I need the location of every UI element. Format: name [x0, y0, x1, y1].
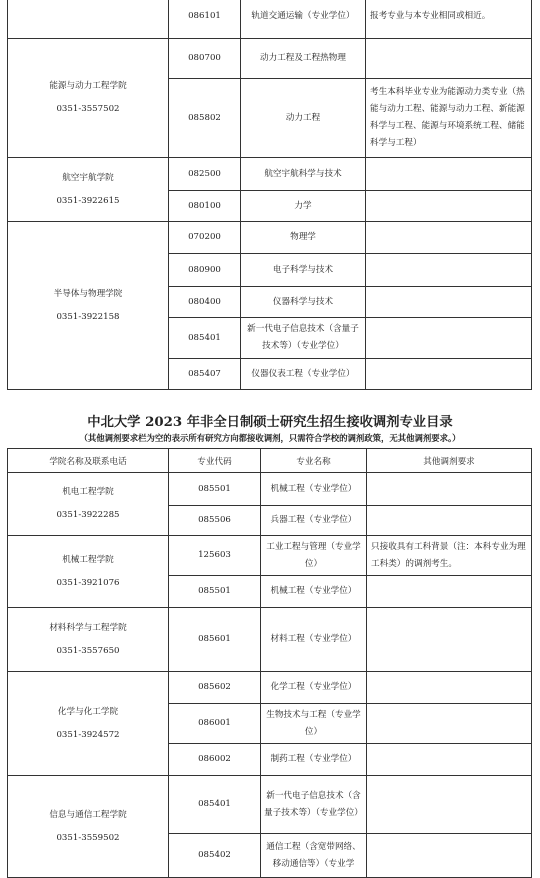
major-code-cell: 085602: [169, 672, 261, 704]
requirement-cell: [367, 744, 532, 776]
lower-table-header: [8, 449, 532, 473]
requirement-cell: [367, 834, 532, 878]
requirement-cell: [367, 608, 532, 672]
college-cell: [8, 158, 169, 222]
major-code-cell: 085802: [169, 79, 241, 158]
college-name: 信息与通信工程学院: [49, 809, 127, 820]
header-requirement: 其他调剂要求: [367, 449, 532, 473]
major-name-cell: 机械工程（专业学位）: [261, 473, 367, 506]
requirement-cell: 考生本科毕业专业为能源动力类专业（热能与动力工程、能源与动力工程、新能源科学与工程、能源与环境系统工程、储能科学与工程）: [366, 79, 532, 158]
college-name: 材料科学与工程学院: [49, 622, 127, 633]
table-row: [8, 672, 532, 704]
college-phone: 0351-3559502: [56, 832, 120, 843]
major-code-cell: 085506: [169, 506, 261, 536]
major-name-cell: 物理学: [241, 222, 366, 254]
college-name: 机械工程学院: [62, 554, 114, 565]
major-name-cell: 动力工程及工程热物理: [241, 39, 366, 79]
requirement-cell: 报考专业与本专业相同或相近。: [366, 0, 532, 39]
major-code-cell: 070200: [169, 222, 241, 254]
upper-table: [7, 0, 532, 390]
major-code-cell: 085407: [169, 359, 241, 390]
major-code-cell: 086101: [169, 0, 241, 39]
major-name-cell: 航空宇航科学与技术: [241, 158, 366, 191]
major-code-cell: 080400: [169, 287, 241, 318]
college-cell: [8, 536, 169, 608]
table-row: [8, 776, 532, 834]
requirement-cell: [366, 318, 532, 359]
college-phone: 0351-3922615: [56, 195, 120, 206]
college-name: 能源与动力工程学院: [49, 81, 127, 91]
college-phone: 0351-3922285: [56, 510, 120, 520]
major-name-cell: 兵器工程（专业学位）: [261, 506, 367, 536]
table-row: [8, 39, 532, 79]
major-name-cell: 化学工程（专业学位）: [261, 672, 367, 704]
major-name-cell: 力学: [241, 191, 366, 222]
major-code-cell: 086002: [169, 744, 261, 776]
major-name-cell: 电子科学与技术: [241, 254, 366, 287]
major-name-cell: 机械工程（专业学位）: [261, 576, 367, 608]
college-cell: [8, 0, 169, 39]
college-name: 化学与化工学院: [57, 706, 119, 717]
major-code-cell: 085401: [169, 776, 261, 834]
requirement-cell: [366, 287, 532, 318]
table-row: [8, 158, 532, 191]
requirement-cell: [366, 191, 532, 222]
major-code-cell: 085401: [169, 318, 241, 359]
college-cell: [8, 39, 169, 158]
college-phone: 0351-3924572: [56, 729, 120, 740]
upper-table-body: [8, 0, 532, 390]
college-name: 半导体与物理学院: [53, 288, 123, 299]
college-cell: [8, 776, 169, 878]
requirement-cell: [367, 776, 532, 834]
header-college: 学院名称及联系电话: [8, 449, 169, 473]
lower-table: [7, 448, 532, 878]
lower-table-body: [8, 473, 532, 878]
major-name-cell: 仪器仪表工程（专业学位）: [241, 359, 366, 390]
college-phone: 0351-3557502: [56, 104, 120, 114]
college-cell: [8, 222, 169, 390]
requirement-cell: [367, 704, 532, 744]
page-subtitle: （其他调剂要求栏为空的表示所有研究方向都接收调剂，只需符合学校的调剂政策，无其他调剂要求。）: [79, 433, 461, 443]
college-name: 机电工程学院: [62, 487, 114, 497]
header-name: 专业名称: [261, 449, 367, 473]
college-phone: 0351-3922158: [56, 311, 120, 322]
requirement-cell: [366, 158, 532, 191]
college-cell: [8, 672, 169, 776]
major-name-cell: 轨道交通运输（专业学位）: [241, 0, 366, 39]
major-code-cell: 125603: [169, 536, 261, 576]
requirement-cell: [366, 254, 532, 287]
major-code-cell: 085501: [169, 576, 261, 608]
major-name-cell: 仪器科学与技术: [241, 287, 366, 318]
major-name-cell: 生物技术与工程（专业学位）: [261, 704, 367, 744]
major-code-cell: 080900: [169, 254, 241, 287]
major-code-cell: 085501: [169, 473, 261, 506]
major-name-cell: 工业工程与管理（专业学位）: [261, 536, 367, 576]
major-code-cell: 086001: [169, 704, 261, 744]
requirement-cell: [367, 473, 532, 506]
requirement-cell: 只接收具有工科背景（注：本科专业为理工科类）的调剂考生。: [367, 536, 532, 576]
major-name-cell: 制药工程（专业学位）: [261, 744, 367, 776]
table-row: [8, 222, 532, 254]
table-row: [8, 0, 532, 39]
major-name-cell: 新一代电子信息技术（含量子技术等）（专业学位）: [241, 318, 366, 359]
table-row: [8, 608, 532, 672]
major-name-cell: 材料工程（专业学位）: [261, 608, 367, 672]
requirement-cell: [367, 672, 532, 704]
requirement-cell: [366, 39, 532, 79]
page-title: 中北大学 2023 年非全日制硕士研究生招生接收调剂专业目录: [87, 415, 453, 430]
requirement-cell: [367, 506, 532, 536]
major-code-cell: 085402: [169, 834, 261, 878]
college-cell: [8, 608, 169, 672]
table-row: [8, 473, 532, 506]
college-name: 航空宇航学院: [62, 172, 114, 183]
major-code-cell: 085601: [169, 608, 261, 672]
requirement-cell: [367, 576, 532, 608]
major-code-cell: 080700: [169, 39, 241, 79]
major-name-cell: 动力工程: [241, 79, 366, 158]
major-name-cell: 新一代电子信息技术（含量子技术等）（专业学位）: [261, 776, 367, 834]
major-code-cell: 080100: [169, 191, 241, 222]
major-code-cell: 082500: [169, 158, 241, 191]
table-row: [8, 536, 532, 576]
major-name-cell: 通信工程（含宽带网络、移动通信等）（专业学: [261, 834, 367, 878]
requirement-cell: [366, 359, 532, 390]
college-phone: 0351-3557650: [56, 645, 120, 656]
requirement-cell: [366, 222, 532, 254]
header-code: 专业代码: [169, 449, 261, 473]
college-phone: 0351-3921076: [56, 577, 120, 588]
college-cell: [8, 473, 169, 536]
